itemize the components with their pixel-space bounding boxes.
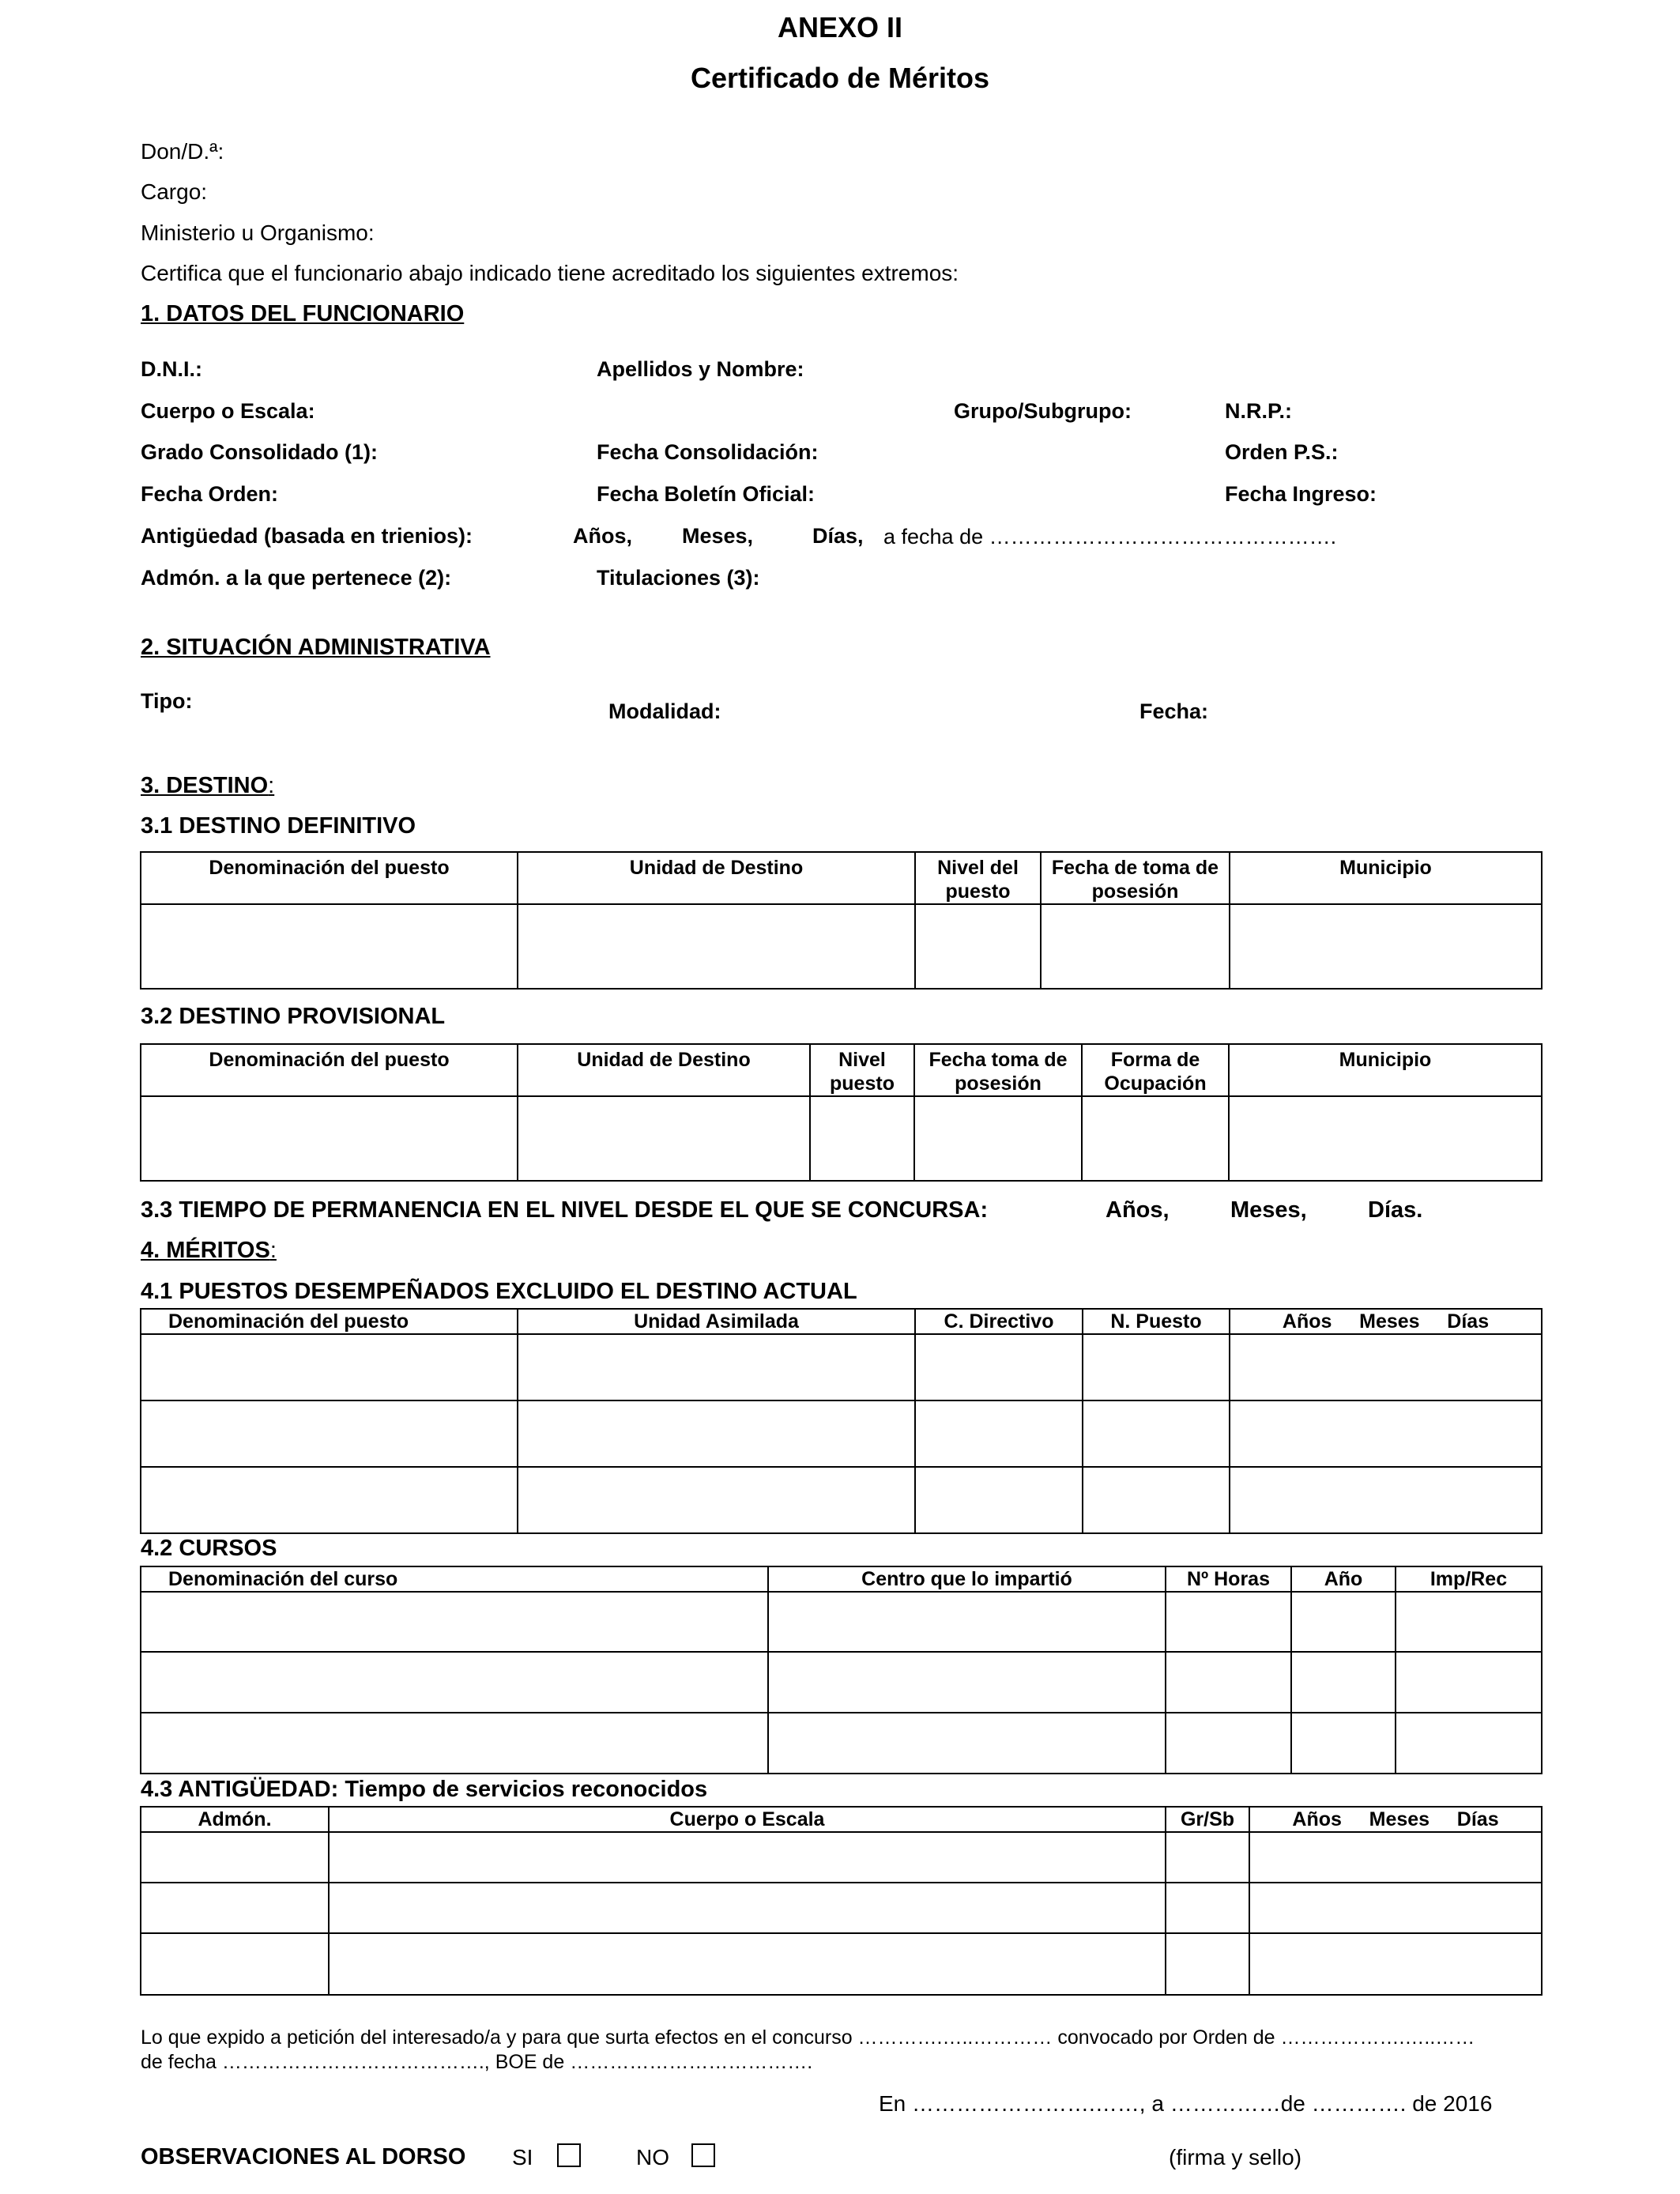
section-2-title: 2. SITUACIÓN ADMINISTRATIVA (141, 635, 491, 660)
table-cell[interactable] (1166, 1832, 1249, 1883)
grupo-label: Grupo/Subgrupo: (954, 399, 1132, 423)
table-cell[interactable] (1230, 1334, 1542, 1400)
col-n-puesto: N. Puesto (1083, 1309, 1230, 1334)
antiguedad-table (140, 1806, 1543, 1996)
table-cell[interactable] (141, 1096, 518, 1181)
table-cell[interactable] (768, 1652, 1166, 1713)
table-cell[interactable] (1291, 1592, 1396, 1652)
col-denominacion: Denominación del puesto (141, 852, 518, 904)
table-cell[interactable] (1229, 1096, 1542, 1181)
table-cell[interactable] (915, 1467, 1083, 1533)
si-checkbox[interactable] (557, 2143, 581, 2169)
section-4-2-title: 4.2 CURSOS (141, 1536, 277, 1561)
table-cell[interactable] (141, 1713, 768, 1774)
table-cell[interactable] (329, 1883, 1166, 1933)
table-cell[interactable] (915, 904, 1041, 989)
document-title: Certificado de Méritos (690, 62, 990, 94)
col-fecha-toma: Fecha toma de posesión (914, 1044, 1082, 1096)
table-row (141, 904, 1542, 989)
col-horas: Nº Horas (1166, 1566, 1291, 1592)
table-cell[interactable] (914, 1096, 1082, 1181)
section-3-title (141, 773, 274, 799)
table-cell[interactable] (1396, 1713, 1542, 1774)
table-cell[interactable] (518, 1334, 915, 1400)
section-4-3-title-rest: Tiempo de servicios reconocidos (338, 1777, 708, 1802)
table-cell[interactable] (1396, 1592, 1542, 1652)
table-cell[interactable] (329, 1832, 1166, 1883)
permanencia-meses: Meses, (1230, 1197, 1307, 1223)
section-4-colon: : (269, 1238, 277, 1263)
table-cell[interactable] (141, 904, 518, 989)
modalidad-label: Modalidad: (608, 699, 721, 723)
antiguedad-label: Antigüedad (basada en trienios): (141, 524, 473, 548)
col-denominacion: Denominación del puesto (141, 1309, 518, 1334)
antiguedad-anos: Años, (573, 524, 633, 548)
col-cuerpo-escala: Cuerpo o Escala (329, 1807, 1166, 1832)
section-3-title-text: 3. DESTINO (141, 773, 269, 798)
col-c-directivo: C. Directivo (915, 1309, 1083, 1334)
table-row (141, 1832, 1542, 1883)
table-cell[interactable] (141, 1467, 518, 1533)
table-row (141, 1713, 1542, 1774)
col-municipio: Municipio (1230, 852, 1542, 904)
table-cell[interactable] (329, 1933, 1166, 1995)
permanencia-anos: Años, (1106, 1197, 1170, 1223)
col-ano: Año (1291, 1566, 1396, 1592)
fecha-orden-label: Fecha Orden: (141, 482, 279, 506)
col-anos-meses-dias: Años Meses Días (1230, 1309, 1542, 1334)
expido-text-line1: Lo que expido a petición del interesado/a y para que surta efectos en el concurso ………….…..………… convocado por Orden de ……………….…..…… (141, 2026, 1475, 2049)
section-3-3-title: 3.3 TIEMPO DE PERMANENCIA EN EL NIVEL DESDE EL QUE SE CONCURSA: (141, 1197, 989, 1223)
nrp-label: N.R.P.: (1225, 399, 1293, 423)
titulaciones-label: Titulaciones (3): (597, 566, 760, 590)
checkbox-icon (557, 2143, 581, 2167)
cuerpo-label: Cuerpo o Escala: (141, 399, 315, 423)
don-label: Don/D.ª: (141, 139, 224, 164)
col-gr-sb: Gr/Sb (1166, 1807, 1249, 1832)
section-3-1-title: 3.1 DESTINO DEFINITIVO (141, 813, 416, 839)
table-cell[interactable] (915, 1400, 1083, 1467)
fecha-label: Fecha: (1139, 699, 1209, 723)
section-3-colon: : (268, 773, 275, 798)
table-cell[interactable] (141, 1883, 329, 1933)
table-cell[interactable] (810, 1096, 914, 1181)
admon-label: Admón. a la que pertenece (2): (141, 566, 452, 590)
col-forma-ocupacion: Forma de Ocupación (1082, 1044, 1229, 1096)
table-row (141, 1400, 1542, 1467)
table-row (141, 1096, 1542, 1181)
a-fecha-de: a fecha de …………………………………………. (883, 525, 1337, 548)
table-row (141, 1652, 1542, 1713)
col-unidad-asimilada: Unidad Asimilada (518, 1309, 915, 1334)
table-cell[interactable] (518, 1096, 810, 1181)
section-3-2-title: 3.2 DESTINO PROVISIONAL (141, 1004, 446, 1029)
table-cell[interactable] (141, 1933, 329, 1995)
col-centro: Centro que lo impartió (768, 1566, 1166, 1592)
section-4-3-title (141, 1777, 707, 1803)
firma-sello-label: (firma y sello) (1169, 2145, 1302, 2169)
table-cell[interactable] (1291, 1652, 1396, 1713)
section-4-1-title: 4.1 PUESTOS DESEMPEÑADOS EXCLUIDO EL DESTINO ACTUAL (141, 1279, 857, 1304)
certifica-text: Certifica que el funcionario abajo indicado tiene acreditado los siguientes extremos: (141, 261, 959, 285)
cargo-label: Cargo: (141, 179, 208, 204)
col-anos-meses-dias: Años Meses Días (1249, 1807, 1542, 1832)
table-cell[interactable] (141, 1400, 518, 1467)
table-cell[interactable] (1166, 1652, 1291, 1713)
table-cell[interactable] (518, 1467, 915, 1533)
table-row (141, 1933, 1542, 1995)
table-cell[interactable] (1083, 1400, 1230, 1467)
table-row (141, 1467, 1542, 1533)
table-cell[interactable] (1249, 1832, 1542, 1883)
place-date-line: En …………………….……, a ……………de …………. de 2016 (879, 2091, 1493, 2116)
table-cell[interactable] (1230, 904, 1542, 989)
section-4-3-title-bold: 4.3 ANTIGÜEDAD: (141, 1777, 339, 1802)
checkbox-icon (691, 2143, 715, 2167)
table-cell[interactable] (1396, 1652, 1542, 1713)
annex-title: ANEXO II (777, 11, 903, 43)
col-nivel: Nivel del puesto (915, 852, 1041, 904)
table-cell[interactable] (141, 1652, 768, 1713)
table-cell[interactable] (518, 1400, 915, 1467)
col-fecha-toma: Fecha de toma de posesión (1041, 852, 1230, 904)
ministerio-label: Ministerio u Organismo: (141, 221, 375, 245)
table-cell[interactable] (768, 1713, 1166, 1774)
antiguedad-meses: Meses, (682, 524, 754, 548)
section-4-title-text: 4. MÉRITOS (141, 1238, 270, 1263)
table-cell[interactable] (1041, 904, 1230, 989)
permanencia-dias: Días. (1368, 1197, 1423, 1223)
col-unidad-destino: Unidad de Destino (518, 852, 915, 904)
table-cell[interactable] (1166, 1933, 1249, 1995)
tipo-label: Tipo: (141, 689, 193, 713)
expido-text-line2: de fecha …………………………………., BOE de ………………………………. (141, 2051, 813, 2073)
table-cell[interactable] (1249, 1883, 1542, 1933)
table-row (141, 1883, 1542, 1933)
table-cell[interactable] (141, 1334, 518, 1400)
no-checkbox[interactable] (691, 2143, 715, 2169)
table-cell[interactable] (1083, 1467, 1230, 1533)
table-cell[interactable] (1291, 1713, 1396, 1774)
no-label: NO (636, 2145, 669, 2169)
col-unidad-destino: Unidad de Destino (518, 1044, 810, 1096)
table-cell[interactable] (1249, 1933, 1542, 1995)
table-cell[interactable] (1230, 1467, 1542, 1533)
section-4-title (141, 1238, 277, 1264)
dni-label: D.N.I.: (141, 357, 202, 381)
si-label: SI (512, 2145, 533, 2169)
table-cell[interactable] (1166, 1592, 1291, 1652)
col-municipio: Municipio (1229, 1044, 1542, 1096)
destino-provisional-table (140, 1043, 1543, 1182)
table-row (141, 1592, 1542, 1652)
table-cell[interactable] (915, 1334, 1083, 1400)
cursos-table (140, 1566, 1543, 1774)
table-cell[interactable] (141, 1832, 329, 1883)
table-cell[interactable] (141, 1592, 768, 1652)
observaciones-label: OBSERVACIONES AL DORSO (141, 2144, 466, 2169)
puestos-desempenados-table (140, 1308, 1543, 1534)
col-admon: Admón. (141, 1807, 329, 1832)
fecha-ingreso-label: Fecha Ingreso: (1225, 482, 1377, 506)
table-row (141, 1334, 1542, 1400)
col-imp-rec: Imp/Rec (1396, 1566, 1542, 1592)
col-denominacion: Denominación del puesto (141, 1044, 518, 1096)
table-cell[interactable] (768, 1592, 1166, 1652)
col-nivel: Nivel puesto (810, 1044, 914, 1096)
apellidos-label: Apellidos y Nombre: (597, 357, 804, 381)
fecha-boletin-label: Fecha Boletín Oficial: (597, 482, 816, 506)
table-cell[interactable] (1166, 1883, 1249, 1933)
fecha-consolidacion-label: Fecha Consolidación: (597, 440, 819, 464)
table-cell[interactable] (1082, 1096, 1229, 1181)
col-denominacion-curso: Denominación del curso (141, 1566, 768, 1592)
table-cell[interactable] (1083, 1334, 1230, 1400)
orden-ps-label: Orden P.S.: (1225, 440, 1339, 464)
table-cell[interactable] (518, 904, 915, 989)
table-cell[interactable] (1230, 1400, 1542, 1467)
grado-label: Grado Consolidado (1): (141, 440, 378, 464)
antiguedad-dias: Días, (812, 524, 864, 548)
section-1-title: 1. DATOS DEL FUNCIONARIO (141, 301, 465, 326)
destino-definitivo-table (140, 851, 1543, 990)
table-cell[interactable] (1166, 1713, 1291, 1774)
